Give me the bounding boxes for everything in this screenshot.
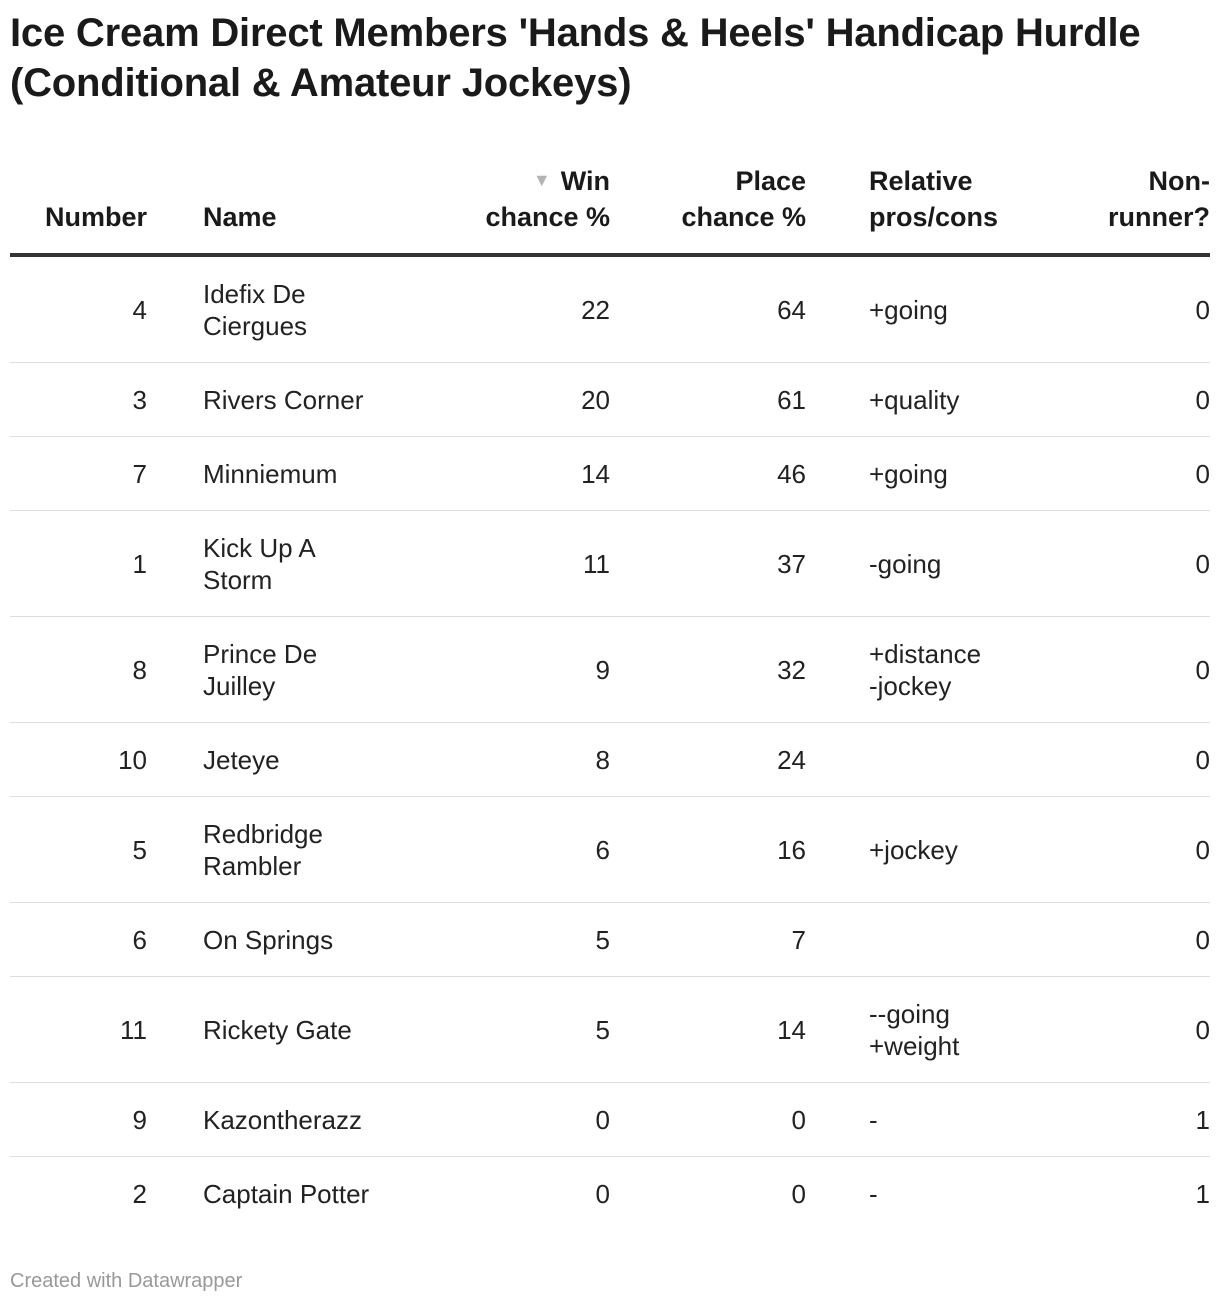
- cell-win-chance: [420, 1083, 610, 1157]
- runners-table: [10, 162, 1210, 1230]
- table-row: [10, 511, 1210, 617]
- header-relative-pros-cons[interactable]: [806, 162, 1036, 255]
- cell-name-text: Rivers Corner: [203, 384, 364, 415]
- cell-relative-pros-cons-text: +quality: [869, 384, 960, 415]
- table-row: [10, 977, 1210, 1083]
- cell-number: [10, 977, 185, 1083]
- cell-name-text: Captain Potter: [203, 1178, 370, 1209]
- cell-name: [185, 1083, 420, 1157]
- cell-place-chance-text: 46: [777, 458, 806, 489]
- header-win-chance[interactable]: [420, 162, 610, 255]
- cell-name: [185, 363, 420, 437]
- cell-win-chance: [420, 977, 610, 1083]
- cell-place-chance: [610, 903, 806, 977]
- cell-relative-pros-cons-text: -going: [869, 548, 942, 579]
- cell-place-chance: [610, 977, 806, 1083]
- cell-relative-pros-cons: [806, 617, 1036, 723]
- cell-relative-pros-cons: [806, 511, 1036, 617]
- cell-non-runner: [1036, 903, 1210, 977]
- cell-non-runner-text: 1: [1195, 1104, 1210, 1135]
- cell-place-chance-text: 61: [777, 384, 806, 415]
- cell-number-text: 6: [132, 924, 147, 955]
- table-row: [10, 903, 1210, 977]
- table-row: [10, 255, 1210, 363]
- cell-non-runner: [1036, 617, 1210, 723]
- cell-win-chance-text: 0: [595, 1104, 610, 1135]
- header-name[interactable]: [185, 162, 420, 255]
- header-place-chance-label: Place chance %: [681, 166, 806, 232]
- cell-win-chance: [420, 437, 610, 511]
- cell-non-runner-text: 0: [1195, 834, 1210, 865]
- cell-name: [185, 723, 420, 797]
- table-row: [10, 723, 1210, 797]
- cell-non-runner: [1036, 723, 1210, 797]
- cell-place-chance: [610, 723, 806, 797]
- table-row: [10, 363, 1210, 437]
- header-row: [10, 162, 1210, 255]
- cell-place-chance-text: 16: [777, 834, 806, 865]
- cell-non-runner-text: 0: [1195, 458, 1210, 489]
- cell-win-chance-text: 0: [595, 1178, 610, 1209]
- cell-relative-pros-cons-text: +distance -jockey: [869, 638, 982, 701]
- cell-place-chance: [610, 437, 806, 511]
- cell-number-text: 5: [132, 834, 147, 865]
- cell-relative-pros-cons-text: --going +weight: [869, 998, 960, 1061]
- cell-relative-pros-cons: [806, 1083, 1036, 1157]
- cell-non-runner: [1036, 1157, 1210, 1231]
- table-row: [10, 617, 1210, 723]
- cell-win-chance: [420, 255, 610, 363]
- cell-number-text: 2: [132, 1178, 147, 1209]
- cell-win-chance-text: 14: [581, 458, 610, 489]
- cell-number-text: 7: [132, 458, 147, 489]
- cell-relative-pros-cons-text: +jockey: [869, 834, 958, 865]
- cell-number-text: 8: [132, 654, 147, 685]
- cell-win-chance-text: 5: [595, 1014, 610, 1045]
- cell-non-runner: [1036, 797, 1210, 903]
- cell-number-text: 3: [132, 384, 147, 415]
- footer-credit[interactable]: Created with Datawrapper: [10, 1270, 243, 1292]
- cell-win-chance: [420, 1157, 610, 1231]
- cell-relative-pros-cons: [806, 1157, 1036, 1231]
- cell-name-text: Kazontherazz: [203, 1104, 362, 1135]
- cell-non-runner: [1036, 977, 1210, 1083]
- cell-relative-pros-cons: [806, 977, 1036, 1083]
- cell-name-text: Minniemum: [203, 458, 338, 489]
- cell-relative-pros-cons: [806, 797, 1036, 903]
- cell-place-chance: [610, 1157, 806, 1231]
- header-number-label: Number: [44, 202, 147, 232]
- cell-relative-pros-cons: [806, 255, 1036, 363]
- cell-number: [10, 437, 185, 511]
- cell-non-runner: [1036, 1083, 1210, 1157]
- cell-number-text: 11: [120, 1014, 147, 1045]
- cell-number: [10, 723, 185, 797]
- cell-number: [10, 1083, 185, 1157]
- header-non-runner[interactable]: [1036, 162, 1210, 255]
- cell-non-runner: [1036, 437, 1210, 511]
- cell-name-text: On Springs: [203, 924, 334, 955]
- cell-name-text: Jeteye: [203, 744, 280, 775]
- cell-number: [10, 363, 185, 437]
- cell-non-runner-text: 0: [1195, 654, 1210, 685]
- cell-number-text: 1: [132, 548, 147, 579]
- cell-place-chance-text: 37: [777, 548, 806, 579]
- header-place-chance[interactable]: [610, 162, 806, 255]
- table-body: [10, 255, 1210, 1230]
- cell-relative-pros-cons: [806, 363, 1036, 437]
- cell-name-text: Kick Up A Storm: [203, 532, 316, 595]
- sort-descending-icon: ▼: [532, 170, 551, 190]
- cell-number-text: 10: [118, 744, 147, 775]
- cell-relative-pros-cons-text: +going: [869, 294, 948, 325]
- cell-place-chance: [610, 617, 806, 723]
- cell-win-chance-text: 11: [583, 548, 610, 579]
- header-non-runner-label: Non- runner?: [1107, 166, 1210, 232]
- chart-title: Ice Cream Direct Members 'Hands & Heels' Handicap Hurdle (Conditional & Amateur Jockeys): [10, 11, 1141, 105]
- cell-relative-pros-cons-text: -: [869, 1178, 878, 1209]
- cell-number: [10, 511, 185, 617]
- cell-number: [10, 1157, 185, 1231]
- cell-non-runner-text: 0: [1195, 294, 1210, 325]
- cell-place-chance: [610, 797, 806, 903]
- cell-name-text: Rickety Gate: [203, 1014, 352, 1045]
- cell-name: [185, 437, 420, 511]
- cell-win-chance-text: 9: [595, 654, 610, 685]
- cell-number-text: 4: [132, 294, 147, 325]
- cell-place-chance-text: 64: [777, 294, 806, 325]
- cell-relative-pros-cons-text: -: [869, 1104, 878, 1135]
- cell-place-chance: [610, 511, 806, 617]
- cell-name: [185, 511, 420, 617]
- cell-name-text: Redbridge Rambler: [203, 818, 323, 881]
- cell-non-runner: [1036, 511, 1210, 617]
- cell-relative-pros-cons: [806, 437, 1036, 511]
- cell-place-chance-text: 32: [777, 654, 806, 685]
- header-relative-label: Relative pros/cons: [869, 166, 999, 232]
- cell-number: [10, 617, 185, 723]
- cell-number: [10, 903, 185, 977]
- cell-non-runner-text: 0: [1195, 744, 1210, 775]
- cell-place-chance: [610, 1083, 806, 1157]
- cell-number: [10, 797, 185, 903]
- cell-win-chance: [420, 797, 610, 903]
- cell-name-text: Idefix De Ciergues: [203, 278, 308, 341]
- cell-place-chance-text: 7: [791, 924, 806, 955]
- table-row: [10, 797, 1210, 903]
- cell-win-chance: [420, 903, 610, 977]
- cell-win-chance: [420, 723, 610, 797]
- cell-name-text: Prince De Juilley: [203, 638, 318, 701]
- header-name-label: Name: [203, 202, 277, 232]
- cell-place-chance: [610, 255, 806, 363]
- cell-place-chance: [610, 363, 806, 437]
- cell-number-text: 9: [132, 1104, 147, 1135]
- cell-name: [185, 797, 420, 903]
- table-row: [10, 1157, 1210, 1231]
- cell-number: [10, 255, 185, 363]
- cell-relative-pros-cons: [806, 723, 1036, 797]
- cell-win-chance: [420, 363, 610, 437]
- cell-non-runner-text: 0: [1195, 384, 1210, 415]
- cell-non-runner-text: 0: [1195, 1014, 1210, 1045]
- table-row: [10, 1083, 1210, 1157]
- cell-win-chance-text: 5: [595, 924, 610, 955]
- cell-place-chance-text: 0: [791, 1178, 806, 1209]
- cell-win-chance-text: 20: [581, 384, 610, 415]
- table-row: [10, 437, 1210, 511]
- cell-win-chance-text: 22: [581, 294, 610, 325]
- cell-place-chance-text: 24: [777, 744, 806, 775]
- cell-place-chance-text: 14: [777, 1014, 806, 1045]
- cell-name: [185, 255, 420, 363]
- cell-non-runner-text: 1: [1195, 1178, 1210, 1209]
- cell-non-runner: [1036, 363, 1210, 437]
- cell-relative-pros-cons: [806, 903, 1036, 977]
- cell-relative-pros-cons-text: +going: [869, 458, 948, 489]
- cell-non-runner: [1036, 255, 1210, 363]
- cell-win-chance-text: 8: [595, 744, 610, 775]
- cell-non-runner-text: 0: [1195, 924, 1210, 955]
- cell-win-chance: [420, 511, 610, 617]
- cell-name: [185, 977, 420, 1083]
- header-number[interactable]: [10, 162, 185, 255]
- cell-non-runner-text: 0: [1195, 548, 1210, 579]
- header-win-chance-label: Win chance %: [485, 166, 610, 232]
- cell-win-chance-text: 6: [595, 834, 610, 865]
- cell-name: [185, 617, 420, 723]
- cell-place-chance-text: 0: [791, 1104, 806, 1135]
- cell-name: [185, 1157, 420, 1231]
- cell-win-chance: [420, 617, 610, 723]
- cell-name: [185, 903, 420, 977]
